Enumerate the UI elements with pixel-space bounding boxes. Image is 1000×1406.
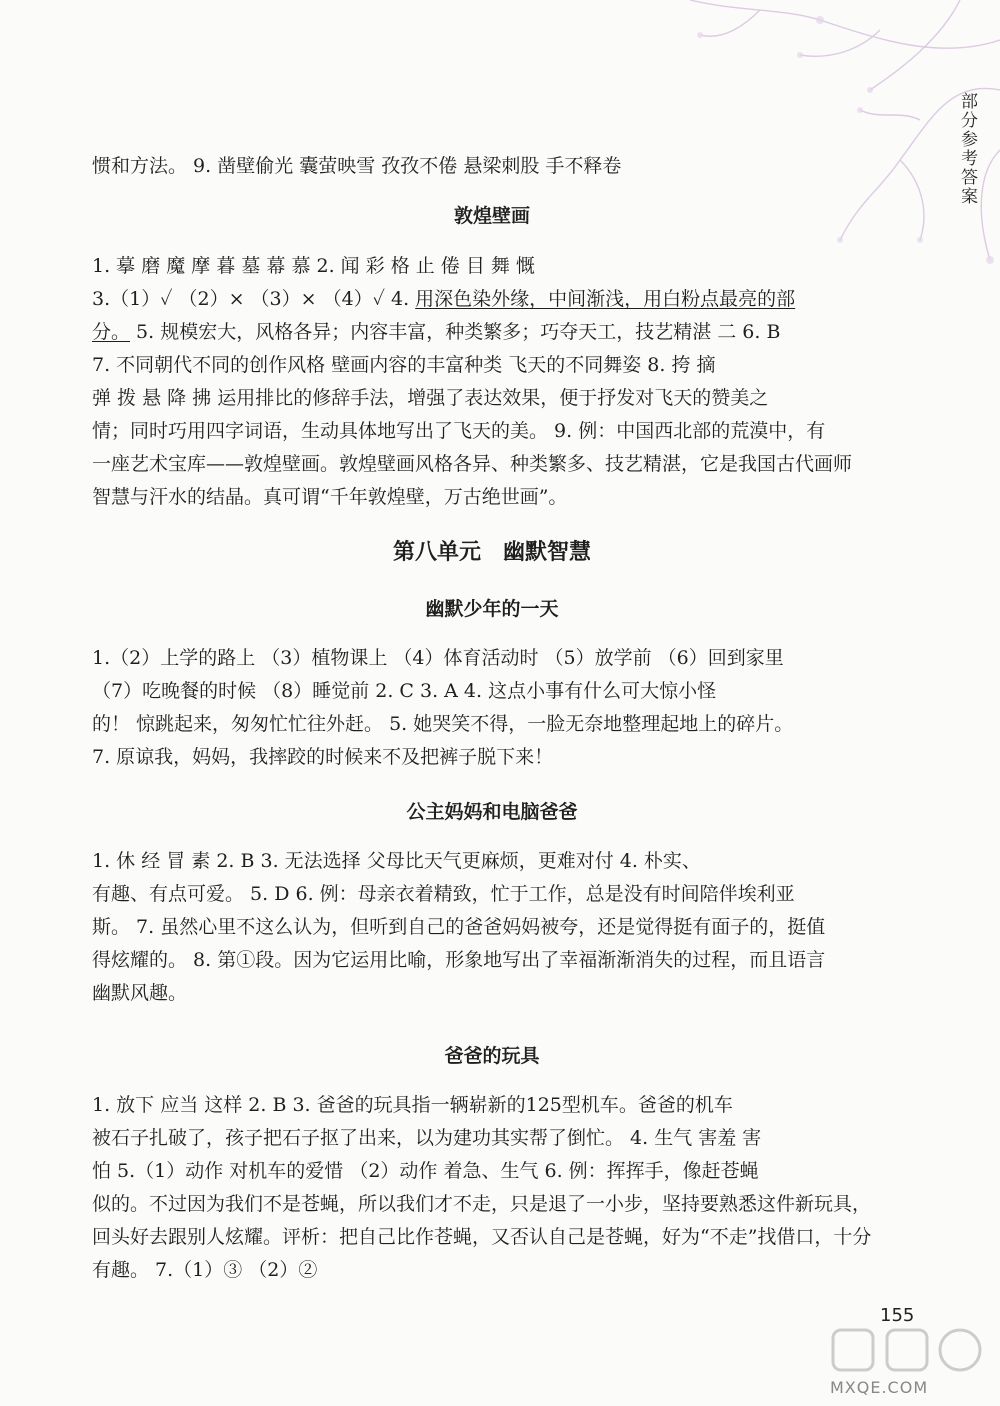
underlined-answer: 用深色染外缘，中间渐浅，用白粉点最亮的部 <box>415 288 796 310</box>
text-line: 斯。 7. 虽然心里不这么认为，但听到自己的爸爸妈妈被夸，还是觉得挺有面子的，挺值 <box>92 916 826 938</box>
text-line: 的！ 惊跳起来，匆匆忙忙往外赶。 5. 她哭笑不得，一脸无奈地整理起地上的碎片。 <box>92 713 794 735</box>
text-line: 7. 原谅我，妈妈，我摔跤的时候来不及把裤子脱下来！ <box>92 746 554 768</box>
text-line <box>92 283 892 316</box>
text-line: 有趣。 7.（1）③ （2）② <box>92 1259 318 1281</box>
text-line: 1. 放下 应当 这样 2. B 3. 爸爸的玩具指一辆崭新的125型机车。爸爸的机车 <box>92 1094 733 1116</box>
section-title-dunhuang: 敦煌壁画 <box>453 205 530 227</box>
text-line: 一座艺术宝库——敦煌壁画。敦煌壁画风格各异、种类繁多、技艺精湛，它是我国古代画师 <box>92 453 853 475</box>
text-line: 惯和方法。 9. 凿壁偷光 囊萤映雪 孜孜不倦 悬梁刺股 手不释卷 <box>92 155 622 177</box>
answer-content <box>92 150 892 1287</box>
text-line: 弹 拨 悬 降 拂 运用排比的修辞手法，增强了表达效果，便于抒发对飞天的赞美之 <box>92 387 769 409</box>
text-line: 1.（2）上学的路上 （3）植物课上 （4）体育活动时 （5）放学前 （6）回到家里 <box>92 647 784 669</box>
section-side-tab: 部分参考答案 <box>957 92 977 206</box>
underlined-answer: 分。 <box>92 321 131 343</box>
text-line: （7）吃晚餐的时候 （8）睡觉前 2. C 3. A 4. 这点小事有什么可大惊小怪 <box>92 680 717 702</box>
text-line: 得炫耀的。 8. 第①段。因为它运用比喻，形象地写出了幸福渐渐消失的过程，而且语言 <box>92 949 826 971</box>
text-line <box>92 316 892 349</box>
text-line: 似的。不过因为我们不是苍蝇，所以我们才不走，只是退了一小步，坚持要熟悉这件新玩具， <box>92 1193 872 1215</box>
text-line: 1. 休 经 冒 素 2. B 3. 无法选择 父母比天气更麻烦，更难对付 4. 朴实、 <box>92 850 701 872</box>
text-line: 7. 不同朝代不同的创作风格 壁画内容的丰富种类 飞天的不同舞姿 8. 挎 摘 <box>92 354 716 376</box>
text-line: 幽默风趣。 <box>92 982 188 1004</box>
page-number: 155 <box>880 1305 915 1326</box>
section-title-princess-mom: 公主妈妈和电脑爸爸 <box>406 801 578 823</box>
unit-title: 第八单元 幽默智慧 <box>392 539 591 565</box>
text-line: 被石子扎破了，孩子把石子抠了出来，以为建功其实帮了倒忙。 4. 生气 害羞 害 <box>92 1127 762 1149</box>
text-line: 有趣、有点可爱。 5. D 6. 例：母亲衣着精致，忙于工作，总是没有时间陪伴埃利亚 <box>92 883 795 905</box>
section-title-humor-boy: 幽默少年的一天 <box>425 598 559 620</box>
section-title-dad-toy: 爸爸的玩具 <box>444 1045 540 1067</box>
text-line: 智慧与汗水的结晶。真可谓“千年敦煌壁，万古绝世画”。 <box>92 486 568 508</box>
text-line: 怕 5.（1）动作 对机车的爱惜 （2）动作 着急、生气 6. 例：挥挥手，像赶苍蝇 <box>92 1160 759 1182</box>
text-line: 情；同时巧用四字词语，生动具体地写出了飞天的美。 9. 例：中国西北部的荒漠中，有 <box>92 420 826 442</box>
watermark-text: MXQE.COM <box>830 1378 929 1397</box>
text-segment: 3.（1）✓ （2）× （3）× （4）✓ 4. <box>92 288 416 310</box>
text-segment: 5. 规模宏大，风格各异；内容丰富，种类繁多；巧夺天工，技艺精湛 二 6. B <box>130 321 781 343</box>
text-line: 1. 摹 磨 魔 摩 暮 墓 幕 慕 2. 闻 彩 格 止 倦 目 舞 慨 <box>92 255 535 277</box>
text-line: 回头好去跟别人炫耀。评析：把自己比作苍蝇，又否认自己是苍蝇，好为“不走”找借口，十分 <box>92 1226 872 1248</box>
